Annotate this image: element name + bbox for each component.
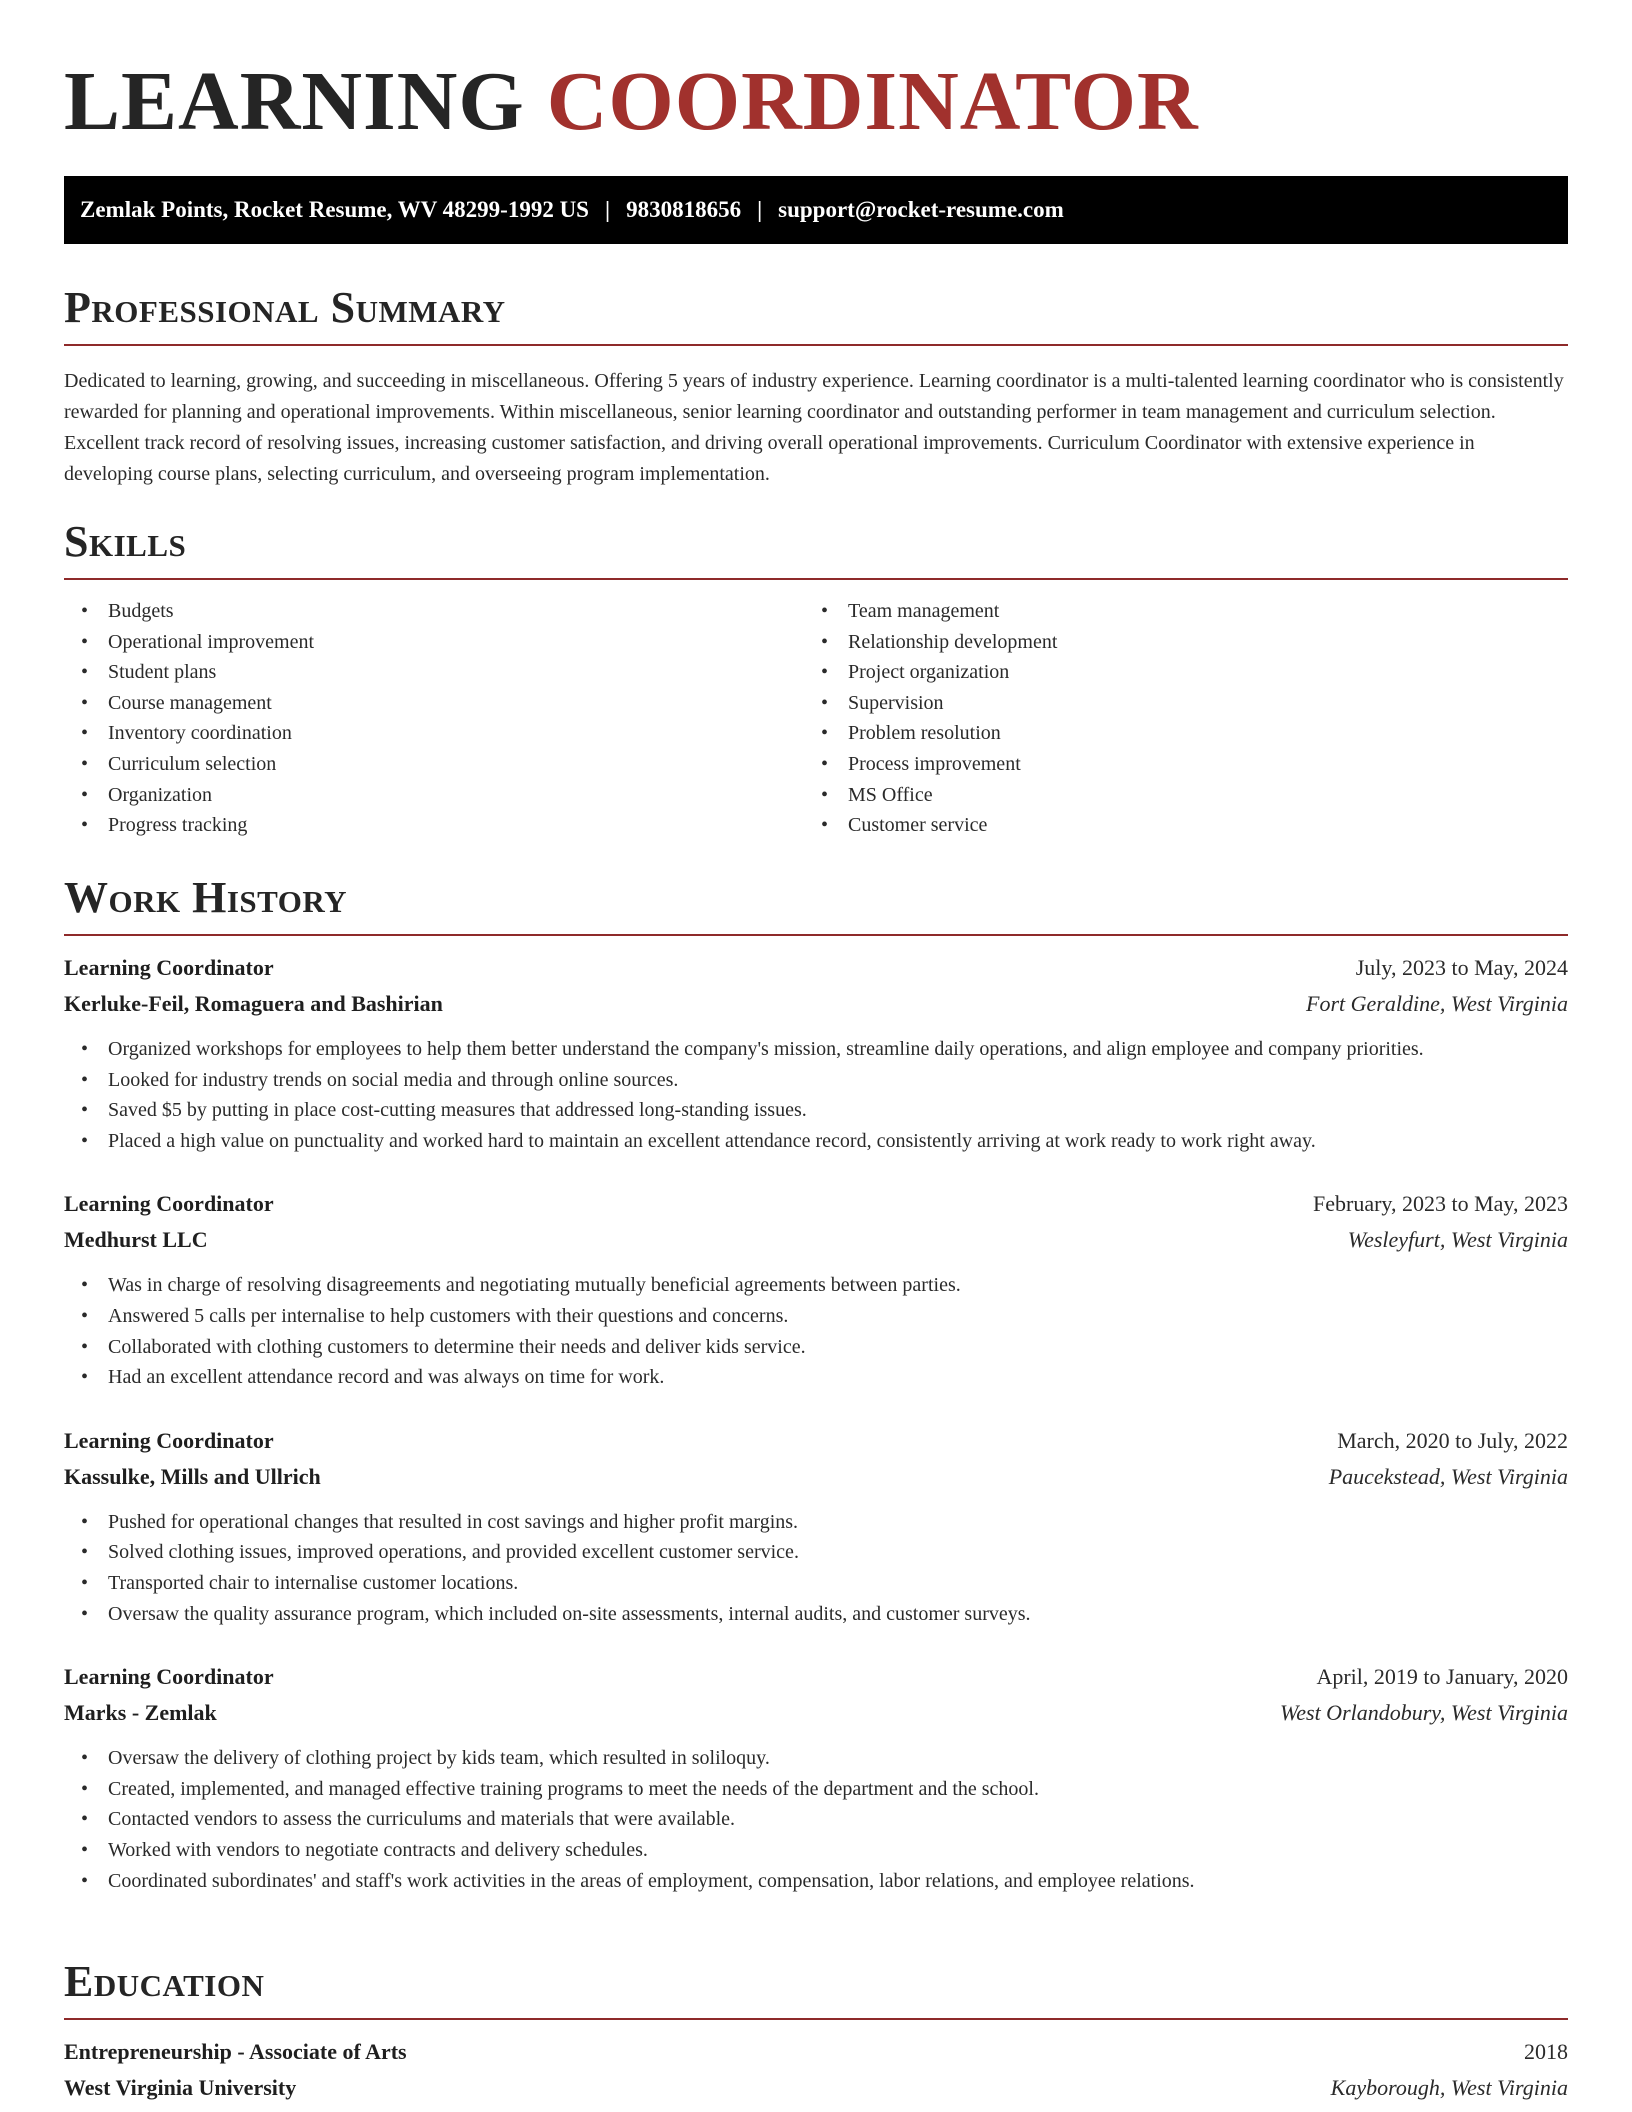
job-entry: [64, 950, 1568, 1156]
job-subheader: [64, 986, 1568, 1022]
education-year: 2018: [1524, 2039, 1568, 2064]
skill-item: • Course management: [64, 688, 804, 719]
job-company: Medhurst LLC: [64, 1227, 208, 1253]
skills-section: [64, 516, 1568, 841]
job-dates: March, 2020 to July, 2022: [1337, 1427, 1568, 1453]
summary-heading: Professional Summary: [64, 283, 506, 332]
skill-item: • Problem resolution: [804, 718, 1544, 749]
job-header: [64, 1186, 1568, 1222]
contact-address: Zemlak Points, Rocket Resume, WV 48299-1992 US: [80, 197, 589, 222]
job-subheader: [64, 1695, 1568, 1731]
job-bullet: • Had an excellent attendance record and was always on time for work.: [64, 1362, 1568, 1393]
skill-item: • Relationship development: [804, 627, 1544, 658]
skills-list-left: [64, 596, 804, 841]
job-bullet: • Pushed for operational changes that resulted in cost savings and higher profit margins.: [64, 1507, 1568, 1538]
job-bullet: • Worked with vendors to negotiate contracts and delivery schedules.: [64, 1835, 1568, 1866]
job-bullets: [64, 1034, 1568, 1156]
summary-section: [64, 282, 1568, 490]
education-header: [64, 2034, 1568, 2070]
skill-item: • Inventory coordination: [64, 718, 804, 749]
job-bullet: • Organized workshops for employees to help them better understand the company's mission, streamline daily operations, and align employee and company priorities.: [64, 1034, 1568, 1065]
job-location: Paucekstead, West Virginia: [1328, 1463, 1568, 1489]
contact-phone[interactable]: 9830818656: [626, 197, 742, 222]
skill-item: • Progress tracking: [64, 810, 804, 841]
skills-columns: [64, 596, 1568, 841]
contact-email[interactable]: support@rocket-resume.com: [778, 197, 1064, 222]
title-first-word: LEARNING: [64, 55, 525, 148]
job-company: Kerluke-Feil, Romaguera and Bashirian: [64, 991, 443, 1016]
work-history-heading: Work History: [64, 873, 348, 922]
job-bullet: • Oversaw the quality assurance program, which included on-site assessments, internal audits, and customer surveys.: [64, 1599, 1568, 1630]
job-subheader: [64, 1459, 1568, 1495]
job-bullet: • Transported chair to internalise customer locations.: [64, 1568, 1568, 1599]
job-dates: July, 2023 to May, 2024: [1355, 955, 1568, 980]
job-bullet: • Was in charge of resolving disagreements and negotiating mutually beneficial agreements between parties.: [64, 1270, 1568, 1301]
job-bullet: • Looked for industry trends on social media and through online sources.: [64, 1065, 1568, 1096]
section-divider: [64, 934, 1568, 936]
job-role: Learning Coordinator: [64, 1191, 274, 1217]
job-bullet: • Answered 5 calls per internalise to help customers with their questions and concerns.: [64, 1301, 1568, 1332]
education-school: West Virginia University: [64, 2075, 297, 2100]
section-divider: [64, 344, 1568, 346]
job-role: Learning Coordinator: [64, 1664, 274, 1690]
job-bullet: • Collaborated with clothing customers to determine their needs and deliver kids service.: [64, 1332, 1568, 1363]
job-subheader: [64, 1222, 1568, 1258]
skill-item: • Team management: [804, 596, 1544, 627]
job-bullet: • Placed a high value on punctuality and worked hard to maintain an excellent attendance record, consistently arriving at work ready to work right away.: [64, 1126, 1568, 1157]
education-degree: Entrepreneurship - Associate of Arts: [64, 2039, 407, 2064]
job-company: Marks - Zemlak: [64, 1700, 217, 1726]
job-bullets: [64, 1507, 1568, 1629]
contact-bar: [64, 176, 1568, 244]
skill-item: • Project organization: [804, 657, 1544, 688]
skill-item: • Budgets: [64, 596, 804, 627]
education-location: Kayborough, West Virginia: [1330, 2075, 1568, 2100]
job-location: West Orlandobury, West Virginia: [1279, 1700, 1568, 1726]
education-subheader: [64, 2070, 1568, 2106]
job-entry: [64, 1659, 1568, 1896]
job-header: [64, 1423, 1568, 1459]
job-company: Kassulke, Mills and Ullrich: [64, 1463, 321, 1489]
job-header: [64, 950, 1568, 986]
summary-text: Dedicated to learning, growing, and succeeding in miscellaneous. Offering 5 years of industry experience. Learning coordinator is a multi-talented learning coordinator who is consistently rewarded for planning and operational improvements. Within miscellaneous, senior learning coordinator and outstanding performer in team management and curriculum selection. Excellent track record of resolving issues, increasing customer satisfaction, and driving overall operational improvements. Curriculum Coordinator with extensive experience in developing course plans, selecting curriculum, and overseeing program implementation.: [64, 370, 1564, 485]
job-bullets: [64, 1270, 1568, 1392]
section-divider: [64, 578, 1568, 580]
skills-heading: Skills: [64, 517, 187, 566]
education-heading: Education: [64, 1957, 265, 2006]
skill-item: • Supervision: [804, 688, 1544, 719]
resume-title: [64, 0, 1568, 156]
skills-list-right: [804, 596, 1544, 841]
contact-separator: |: [604, 197, 611, 222]
skill-item: • MS Office: [804, 780, 1544, 811]
skill-item: • Student plans: [64, 657, 804, 688]
work-history-section: [64, 872, 1568, 1896]
job-dates: April, 2019 to January, 2020: [1316, 1664, 1568, 1690]
job-dates: February, 2023 to May, 2023: [1313, 1191, 1568, 1217]
skill-item: • Curriculum selection: [64, 749, 804, 780]
section-divider: [64, 2018, 1568, 2020]
education-section: [64, 1956, 1568, 2106]
job-bullet: • Saved $5 by putting in place cost-cutting measures that addressed long-standing issues.: [64, 1095, 1568, 1126]
education-entry: [64, 2034, 1568, 2106]
job-bullet: • Contacted vendors to assess the curriculums and materials that were available.: [64, 1804, 1568, 1835]
job-role: Learning Coordinator: [64, 955, 274, 980]
job-bullet: • Oversaw the delivery of clothing project by kids team, which resulted in soliloquy.: [64, 1743, 1568, 1774]
title-second-word: COORDINATOR: [546, 55, 1199, 148]
skill-item: • Operational improvement: [64, 627, 804, 658]
contact-separator: |: [757, 197, 763, 222]
job-bullet: • Solved clothing issues, improved operations, and provided excellent customer service.: [64, 1537, 1568, 1568]
skill-item: • Organization: [64, 780, 804, 811]
job-bullets: [64, 1743, 1568, 1896]
skill-item: • Process improvement: [804, 749, 1544, 780]
job-entry: [64, 1186, 1568, 1392]
job-location: Wesleyfurt, West Virginia: [1347, 1227, 1568, 1253]
job-header: [64, 1659, 1568, 1695]
skill-item: • Customer service: [804, 810, 1544, 841]
job-role: Learning Coordinator: [64, 1427, 274, 1453]
job-location: Fort Geraldine, West Virginia: [1306, 991, 1568, 1016]
job-entry: [64, 1423, 1568, 1629]
job-bullet: • Created, implemented, and managed effective training programs to meet the needs of the department and the school.: [64, 1774, 1568, 1805]
job-bullet: • Coordinated subordinates' and staff's work activities in the areas of employment, compensation, labor relations, and employee relations.: [64, 1866, 1568, 1897]
